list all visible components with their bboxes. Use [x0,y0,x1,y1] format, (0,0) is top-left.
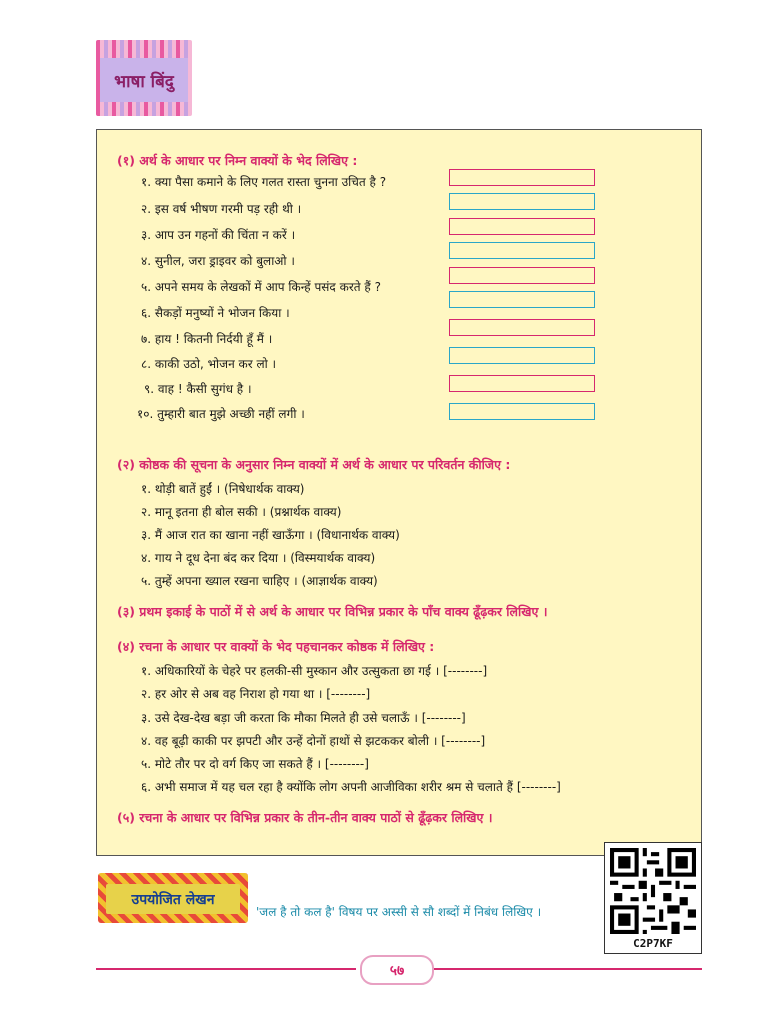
q1-item: २. इस वर्ष भीषण गरमी पड़ रही थी । [141,202,302,216]
answer-box[interactable] [449,169,595,186]
answer-box[interactable] [449,291,595,308]
q2-item: ५. तुम्हें अपना ख्याल रखना चाहिए । (आज्ञार्थक वाक्य) [141,574,378,588]
answer-box[interactable] [449,267,595,284]
q4-item: ४. वह बूढ़ी काकी पर झपटी और उन्हें दोनों हाथों से झटककर बोली । [--------] [141,734,486,748]
answer-box[interactable] [449,403,595,420]
answer-box[interactable] [449,218,595,235]
q1-item: ८. काकी उठो, भोजन कर लो । [141,357,277,371]
question-5-title: (५) रचना के आधार पर विभिन्न प्रकार के तीन-तीन वाक्य पाठों से ढूँढ़कर लिखिए । [117,810,493,825]
q2-item: २. मानू इतना ही बोल सकी । (प्रश्नार्थक वाक्य) [141,505,342,519]
question-4-title: (४) रचना के आधार पर वाक्यों के भेद पहचानकर कोष्ठक में लिखिए : [117,639,435,654]
qr-pattern-icon [610,848,696,934]
q1-item: १. क्या पैसा कमाने के लिए गलत रास्ता चुनना उचित है ? [141,175,387,189]
q2-item: १. थोड़ी बातें हुईं । (निषेधार्थक वाक्य) [141,482,305,496]
q1-item: १०. तुम्हारी बात मुझे अच्छी नहीं लगी । [137,407,305,421]
page-number: ५७ [360,955,434,985]
q4-item: १. अधिकारियों के चेहरे पर हलकी-सी मुस्कान और उत्सुकता छा गई । [--------] [141,664,488,678]
answer-box[interactable] [449,375,595,392]
q1-item: ५. अपने समय के लेखकों में आप किन्हें पसंद करते हैं ? [141,280,381,294]
q4-item: ३. उसे देख-देख बड़ा जी करता कि मौका मिलते ही उसे चलाऊँ । [--------] [141,711,466,725]
q1-item: ४. सुनील, जरा ड्राइवर को बुलाओ । [141,254,295,268]
q1-item: ३. आप उन गहनों की चिंता न करें । [141,228,296,242]
footer-rule-left [96,968,356,970]
q2-item: ३. मैं आज रात का खाना नहीं खाऊँगा । (विधानार्थक वाक्य) [141,528,400,542]
answer-box[interactable] [449,319,595,336]
exercise-box [96,129,702,856]
q1-item: ९. वाह ! कैसी सुगंध है । [144,382,252,396]
question-1-title: (१) अर्थ के आधार पर निम्न वाक्यों के भेद लिखिए : [117,153,358,168]
q4-item: २. हर ओर से अब वह निराश हो गया था । [--------] [141,687,371,701]
qr-code-label: C2P7KF [633,937,673,950]
question-3-title: (३) प्रथम इकाई के पाठों में से अर्थ के आधार पर विभिन्न प्रकार के पाँच वाक्य ढूँढ़कर लिखिए । [117,604,548,619]
answer-box[interactable] [449,193,595,210]
writing-badge: उपयोजित लेखन [106,884,240,914]
section-header: भाषा बिंदु [100,58,188,102]
answer-box[interactable] [449,347,595,364]
question-2-title: (२) कोष्ठक की सूचना के अनुसार निम्न वाक्यों में अर्थ के आधार पर परिवर्तन कीजिए : [117,457,511,472]
q1-item: ६. सैकड़ों मनुष्यों ने भोजन किया । [141,306,290,320]
writing-prompt: 'जल है तो कल है' विषय पर अस्सी से सौ शब्दों में निबंध लिखिए । [256,905,542,919]
q4-item: ६. अभी समाज में यह चल रहा है क्योंकि लोग अपनी आजीविका शरीर श्रम से चलाते हैं [--------] [141,780,561,794]
footer-rule-right [434,968,702,970]
answer-box[interactable] [449,242,595,259]
q1-item: ७. हाय ! कितनी निर्दयी हूँ मैं । [141,332,273,346]
q4-item: ५. मोटे तौर पर दो वर्ग किए जा सकते हैं । [--------] [141,757,369,771]
qr-code[interactable] [604,842,702,954]
q2-item: ४. गाय ने दूध देना बंद कर दिया । (विस्मयार्थक वाक्य) [141,551,376,565]
